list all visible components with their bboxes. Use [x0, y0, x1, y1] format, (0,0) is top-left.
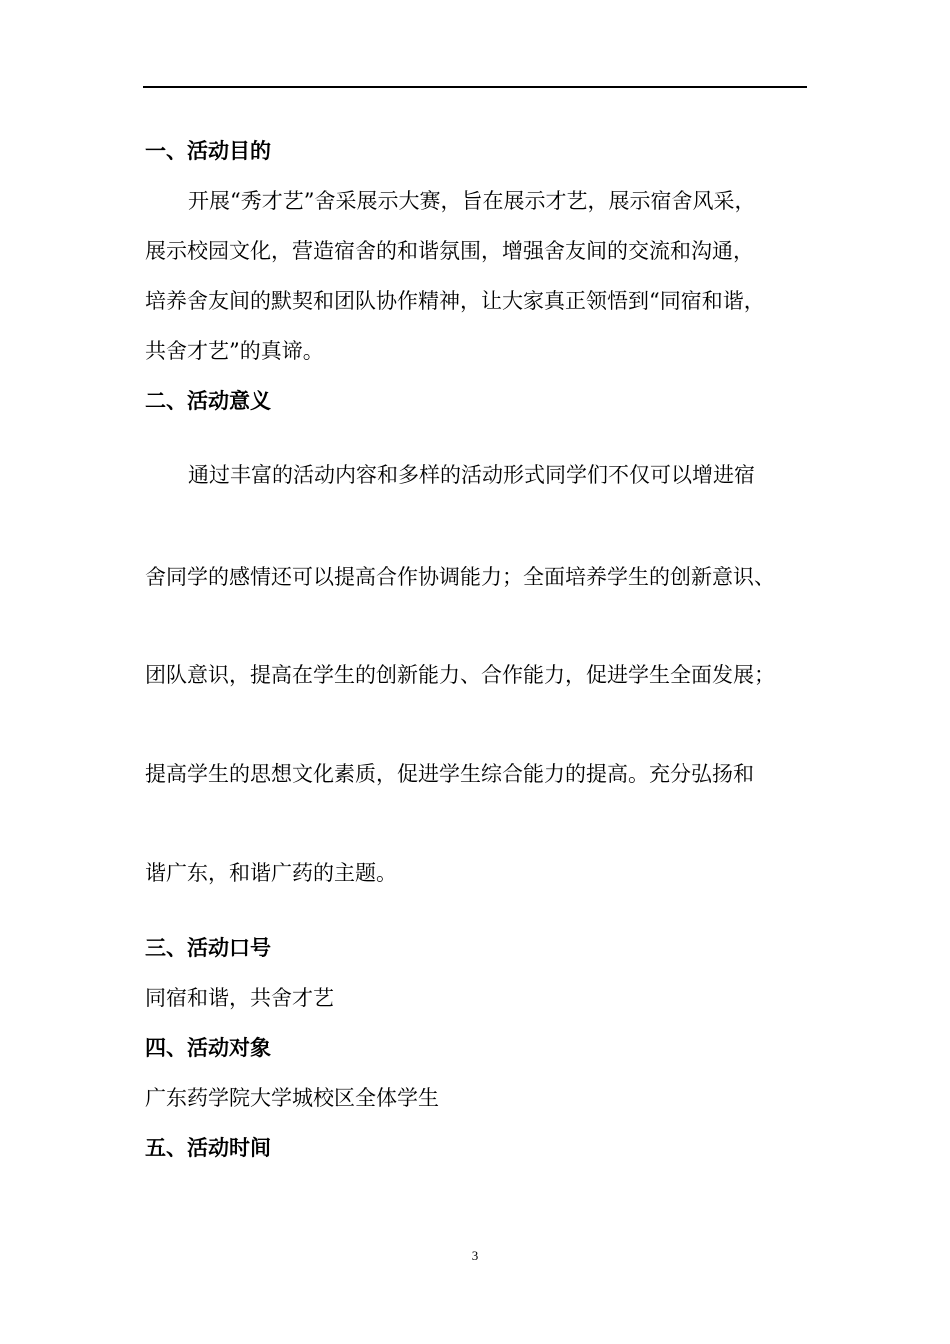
section-heading-audience: 四、活动对象: [145, 1035, 271, 1060]
section-heading-slogan: 三、活动口号: [145, 935, 271, 960]
section-heading-purpose: 一、活动目的: [145, 138, 271, 163]
purpose-line-3: 培养舍友间的默契和团队协作精神，让大家真正领悟到“同宿和谐，: [145, 289, 765, 313]
purpose-line-2: 展示校园文化，营造宿舍的和谐氛围，增强舍友间的交流和沟通，: [145, 239, 754, 263]
significance-line-3: 团队意识，提高在学生的创新能力、合作能力，促进学生全面发展；: [145, 663, 775, 687]
significance-line-5: 谐广东，和谐广药的主题。: [145, 861, 397, 885]
purpose-line-4: 共舍才艺”的真谛。: [145, 339, 324, 363]
purpose-line-1: 开展“秀才艺”舍采展示大赛，旨在展示才艺，展示宿舍风采，: [188, 189, 756, 213]
header-rule: [143, 86, 807, 88]
audience-text: 广东药学院大学城校区全体学生: [145, 1086, 439, 1110]
section-heading-time: 五、活动时间: [145, 1135, 271, 1160]
page-number: 3: [471, 1248, 479, 1263]
slogan-text: 同宿和谐，共舍才艺: [145, 986, 334, 1010]
section-heading-significance: 二、活动意义: [145, 388, 271, 413]
significance-line-4: 提高学生的思想文化素质，促进学生综合能力的提高。充分弘扬和: [145, 762, 754, 786]
significance-line-2: 舍同学的感情还可以提高合作协调能力；全面培养学生的创新意识、: [145, 565, 775, 589]
significance-line-1: 通过丰富的活动内容和多样的活动形式同学们不仅可以增进宿: [188, 463, 755, 487]
